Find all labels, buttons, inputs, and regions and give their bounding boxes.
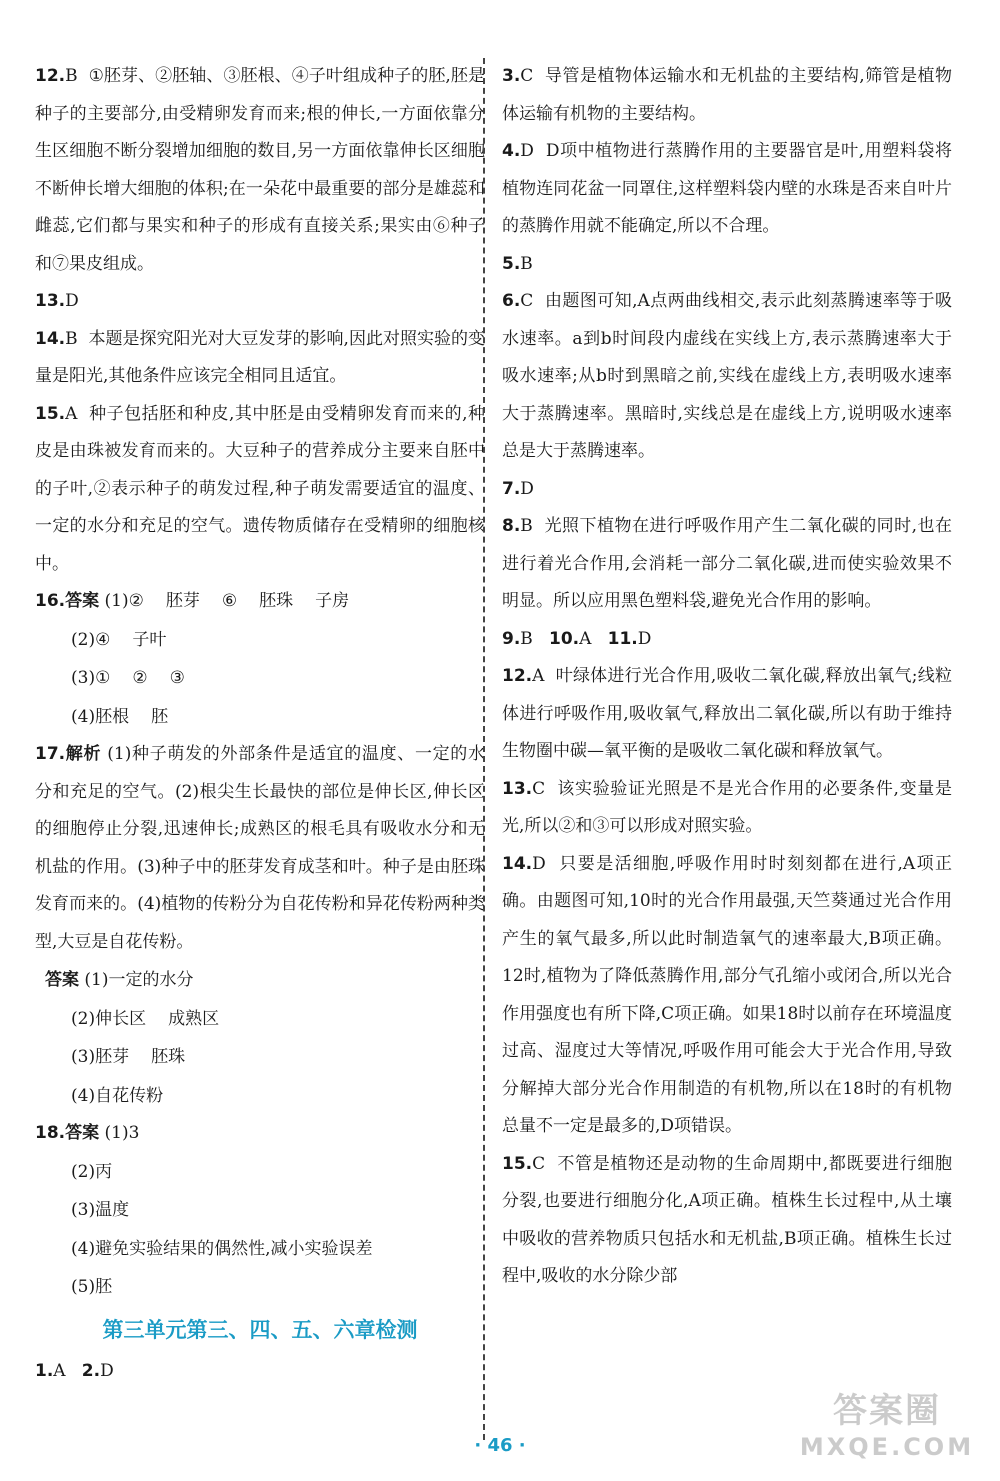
answer-17-line-4: (4)自花传粉 <box>71 1085 164 1106</box>
answer-17-line-2: (2)伸长区 成熟区 <box>71 1008 220 1029</box>
answer-item-r7: 7.D <box>502 478 534 499</box>
answer-item-r5: 5.B <box>502 253 533 274</box>
answer-item-r8: 8.B 光照下植物在进行呼吸作用产生二氧化碳的同时,也在进行着光合作用,会消耗一部分二氧化碳,进而使实验效果不明显。所以应用黑色塑料袋,避免光合作用的影响。 <box>502 516 953 611</box>
answer-18-line-3: (3)温度 <box>71 1200 130 1220</box>
answer-item-17: 17.解析 (1)种子萌发的外部条件是适宜的温度、一定的水分和充足的空气。(2)根尖生长最快的部位是伸长区,伸长区的细胞停止分裂,迅速伸长;成熟区的根毛具有吸收水分和无机盐的作用。(3)种子中的胚芽发育成茎和叶。种子是由胚珠发育而来的。(4)植物的传粉分为自花传粉和异花传粉两种类型,大豆是自花传粉。 <box>35 744 485 952</box>
answer-item-15: 15.A 种子包括胚和种皮,其中胚是由受精卵发育而来的,种皮是由珠被发育而来的。大豆种子的营养成分主要来自胚中的子叶,②表示种子的萌发过程,种子萌发需要适宜的温度、一定的水分和充足的空气。遗传物质储存在受精卵的细胞核中。 <box>35 403 485 574</box>
answer-item-16: 16.答案 (1)② 胚芽 ⑥ 胚珠 子房 <box>35 591 350 611</box>
right-column <box>502 58 952 1296</box>
page-number: · 46 · <box>474 1435 526 1456</box>
watermark-logo <box>792 1390 982 1470</box>
answer-item-r9-11: 9.B 10.A 11.D <box>502 628 652 649</box>
answer-16-line-4: (4)胚根 胚 <box>71 706 169 727</box>
answer-item-r12: 12.A 叶绿体进行光合作用,吸收二氧化碳,释放出氧气;线粒体进行呼吸作用,吸收氧气,释放出二氧化碳,所以有助于维持生物圈中碳—氧平衡的是吸收二氧化碳和释放氧气。 <box>502 666 952 761</box>
answer-16-line-3: (3)① ② ③ <box>71 668 185 688</box>
watermark-text: 答案圈 <box>833 1391 941 1431</box>
answer-17-label-line: 答案 (1)一定的水分 <box>45 970 194 990</box>
column-divider <box>483 58 485 1440</box>
answer-item-r15: 15.C 不管是植物还是动物的生命周期中,都既要进行细胞分裂,也要进行细胞分化,A项正确。植株生长过程中,从土壤中吸收的营养物质只包括水和无机盐,B项正确。植株生长过程中,吸收的水分除少部 <box>502 1153 953 1286</box>
answer-item-12: 12.B ①胚芽、②胚轴、③胚根、④子叶组成种子的胚,胚是种子的主要部分,由受精卵发育而来;根的伸长,一方面依靠分生区细胞不断分裂增加细胞的数目,另一方面依靠伸长区细胞不断伸长增大细胞的体积;在一朵花中最重要的部分是雄蕊和雌蕊,它们都与果实和种子的形成有直接关系;果实由⑥种子和⑦果皮组成。 <box>35 66 485 274</box>
watermark-url: MXQE.COM <box>799 1433 975 1461</box>
answer-item-13: 13.D <box>35 291 79 311</box>
answer-17-line-3: (3)胚芽 胚珠 <box>71 1047 186 1067</box>
answer-item-1-2: 1.A 2.D <box>35 1360 114 1381</box>
left-column <box>35 58 485 1390</box>
answer-18-line-4: (4)避免实验结果的偶然性,减小实验误差 <box>71 1238 373 1259</box>
answer-item-r14: 14.D 只要是活细胞,呼吸作用时时刻刻都在进行,A项正确。由题图可知,10时的光合作用最强,天竺葵通过光合作用产生的氧气最多,所以此时制造氧气的速率最大,B项正确。12时,植物为了降低蒸腾作用,部分气孔缩小或闭合,所以光合作用强度也有所下降,C项正确。如果18时以前存在环境温度过高、湿度过大等情况,呼吸作用可能会大于光合作用,导致分解掉大部分光合作用制造的有机物,所以在18时的有机物总量不一定是最多的,D项错误。 <box>502 853 952 1136</box>
answer-item-r6: 6.C 由题图可知,A点两曲线相交,表示此刻蒸腾速率等于吸水速率。a到b时间段内虚线在实线上方,表示蒸腾速率大于吸水速率;从b时到黑暗之前,实线在虚线上方,表明吸水速率大于蒸腾速率。黑暗时,实线总是在虚线上方,说明吸水速率总是大于蒸腾速率。 <box>502 291 952 461</box>
section-title: 第三单元第三、四、五、六章检测 <box>102 1317 418 1342</box>
answer-18-line-2: (2)丙 <box>71 1161 113 1182</box>
answer-item-r3: 3.C 导管是植物体运输水和无机盐的主要结构,筛管是植物体运输有机物的主要结构。 <box>502 66 953 124</box>
answer-item-14: 14.B 本题是探究阳光对大豆发芽的影响,因此对照实验的变量是阳光,其他条件应该完全相同且适宜。 <box>35 328 485 386</box>
answer-item-r13: 13.C 该实验验证光照是不是光合作用的必要条件,变量是光,所以②和③可以形成对照实验。 <box>502 778 953 836</box>
answer-item-r4: 4.D D项中植物进行蒸腾作用的主要器官是叶,用塑料袋将植物连同花盆一同罩住,这样塑料袋内壁的水珠是否来自叶片的蒸腾作用就不能确定,所以不合理。 <box>502 141 952 236</box>
answer-18-line-5: (5)胚 <box>71 1277 113 1297</box>
answer-16-line-2: (2)④ 子叶 <box>71 629 167 650</box>
answer-item-18: 18.答案 (1)3 <box>35 1123 140 1143</box>
